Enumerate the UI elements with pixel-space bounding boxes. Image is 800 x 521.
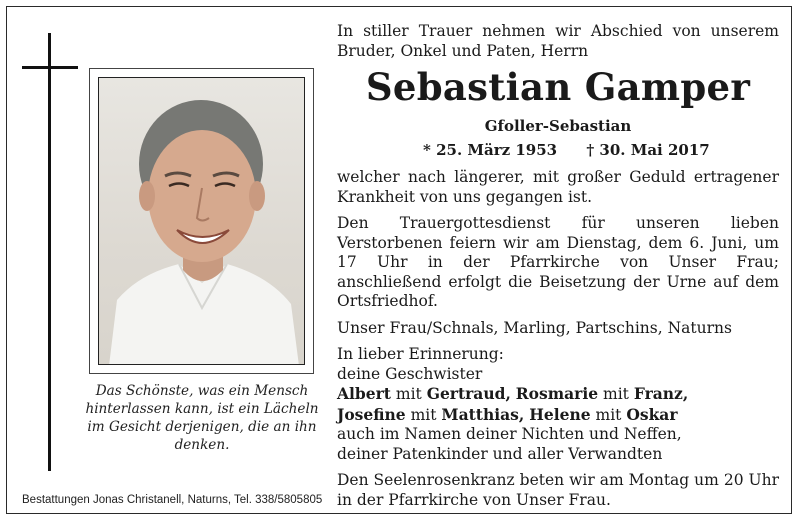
places-text: Unser Frau/Schnals, Marling, Partschins, Naturns: [337, 318, 732, 337]
siblings-label: deine Geschwister: [337, 364, 483, 383]
illness-text: welcher nach längerer, mit großer Geduld ertragener Krankheit von uns gegangen ist.: [337, 168, 779, 206]
rosary-text: Den Seelenrosenkranz beten wir am Montag um 20 Uhr in der Pfarrkirche von Unser Frau.: [337, 471, 779, 509]
notice-text: [337, 22, 779, 510]
siblings-line-2: Josefine mit Matthias, Helene mit Oskar: [337, 404, 678, 424]
relatives-line-2: deiner Patenkinder und aller Verwandten: [337, 444, 663, 463]
life-dates: [337, 140, 779, 160]
portrait-frame: [89, 68, 314, 374]
funeral-home-footer: Bestattungen Jonas Christanell, Naturns, Tel. 338/5805805: [22, 494, 323, 506]
deceased-name: Sebastian Gamper: [365, 65, 751, 109]
intro-text: In stiller Trauer nehmen wir Abschied von unserem Bruder, Onkel und Paten, Herrn: [337, 22, 779, 60]
siblings-line-1: Albert mit Gertraud, Rosmarie mit Franz,: [337, 384, 689, 403]
portrait-photo: [98, 77, 305, 365]
birth-date: * 25. März 1953: [423, 141, 558, 159]
memorial-quote: Das Schönste, was ein Mensch hinterlassen kann, ist ein Lächeln im Gesicht derjenigen, die an ihn denken.: [85, 383, 319, 453]
death-date: † 30. Mai 2017: [586, 141, 710, 159]
relatives-line-1: auch im Namen deiner Nichten und Neffen,: [337, 425, 682, 443]
memory-label: In lieber Erinnerung:: [337, 345, 504, 363]
service-text: Den Trauergottesdienst für unseren lieben Verstorbenen feiern wir am Dienstag, dem 6. Juni, um 17 Uhr in der Pfarrkirche von Unser Frau; anschließend erfolgt die Beisetzung der Urne auf dem Ortsfriedhof.: [337, 214, 779, 310]
nickname: Gfoller-Sebastian: [484, 117, 632, 135]
